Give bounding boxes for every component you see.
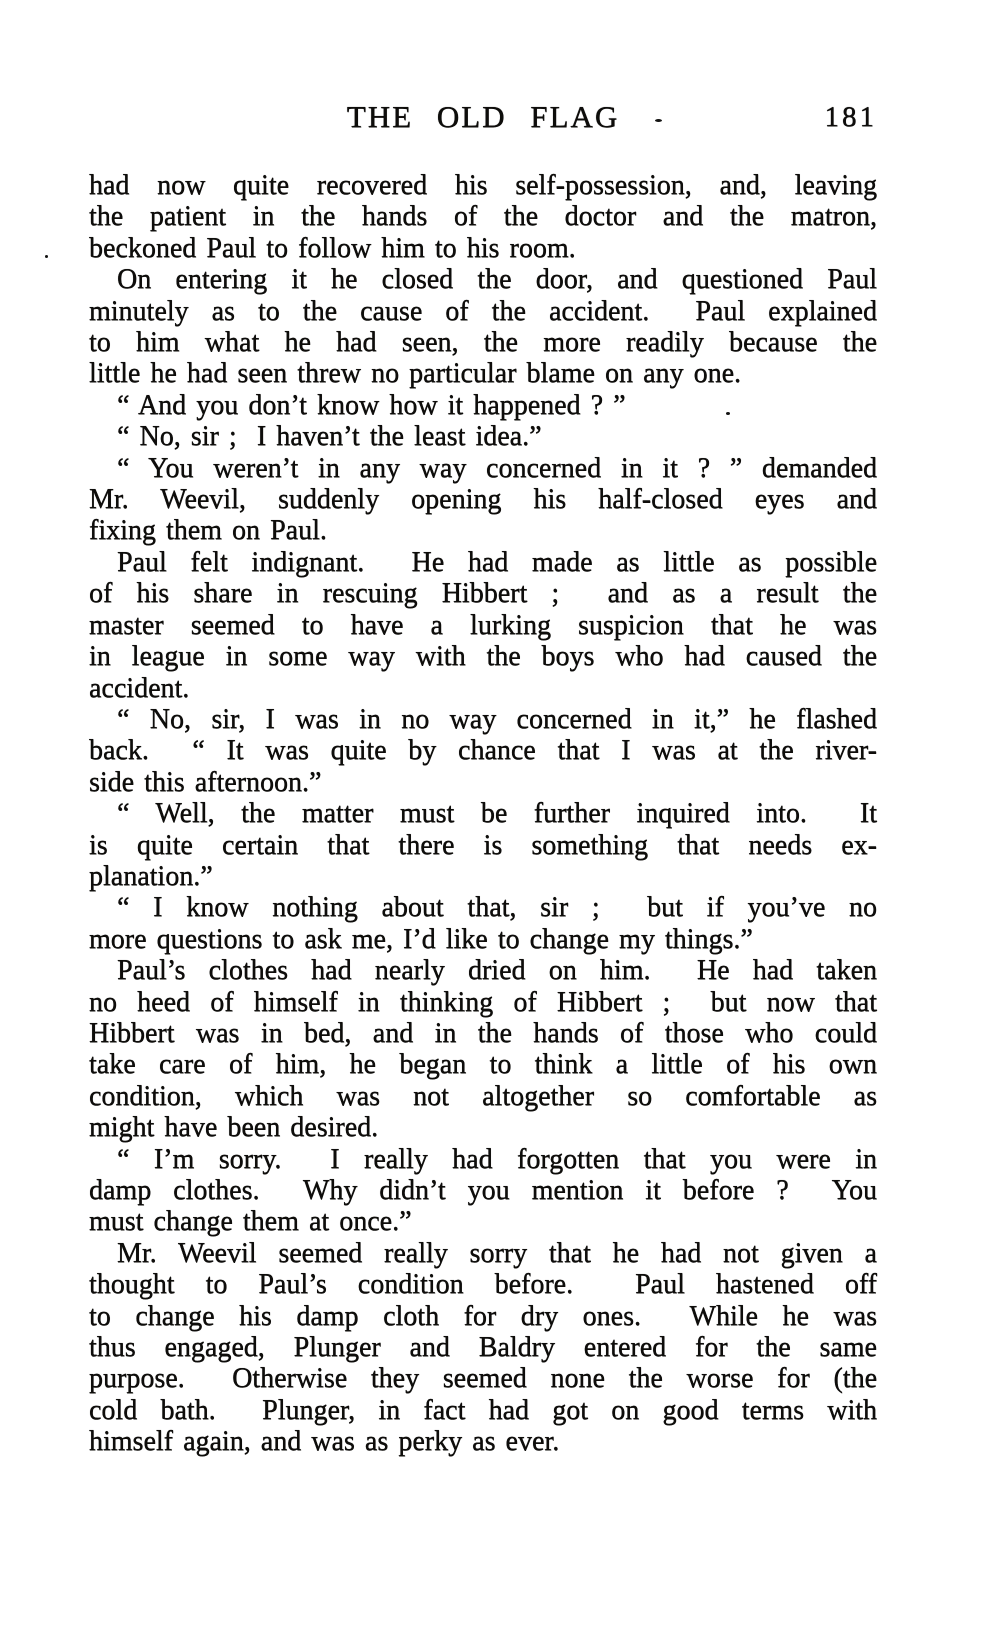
text-column [89,0,877,1639]
text-line: thus engaged, Plunger and Baldry entered for the same [89,1332,877,1364]
page-number: 181 [824,101,877,133]
paragraph [89,390,877,421]
text-line: cold bath. Plunger, in fact had got on good terms with [89,1394,877,1426]
text-line: fixing them on Paul. [89,515,327,547]
text-line: is quite certain that there is something that needs ex- [89,829,877,861]
text-line: “ No, sir ; I haven’t the least idea.” [117,421,542,453]
text-line: back. “ It was quite by chance that I was at the river- [89,735,877,767]
paragraph [89,170,877,264]
text-line: side this afternoon.” [89,766,322,798]
text-line: beckoned Paul to follow him to his room. [89,232,576,264]
text-line: “ Well, the matter must be further inquired into. It [117,798,877,830]
text-line: Paul’s clothes had nearly dried on him. He had taken [117,955,877,987]
text-line: himself again, and was as perky as ever. [89,1426,560,1458]
paragraph [89,798,877,892]
page-body [89,170,877,1458]
text-line: in league in some way with the boys who had caused the [89,641,877,673]
paragraph [89,955,877,1143]
text-line: more questions to ask me, I’d like to change my things.” [89,923,753,955]
paragraph [89,1144,877,1238]
paragraph [89,453,877,547]
text-line: Mr. Weevil, suddenly opening his half-closed eyes and [89,484,877,516]
text-line: must change them at once.” [89,1206,412,1238]
text-line: the patient in the hands of the doctor and the matron, [89,201,877,233]
text-line: Mr. Weevil seemed really sorry that he had not given a [117,1237,877,1269]
ink-speck [45,255,48,258]
paragraph [89,1238,877,1458]
text-line: accident. [89,672,190,704]
text-line: planation.” [89,860,213,892]
text-line: damp clothes. Why didn’t you mention it before ? You [89,1175,877,1206]
text-line: no heed of himself in thinking of Hibbert ; but now that [89,986,877,1018]
text-line: purpose. Otherwise they seemed none the worse for (the [89,1363,877,1395]
text-line: “ No, sir, I was in no way concerned in it,” he flashed [117,703,877,735]
text-line: “ You weren’t in any way concerned in it ? ” demanded [117,452,877,484]
text-line: of his share in rescuing Hibbert ; and as a result the [89,578,877,610]
text-line: Hibbert was in bed, and in the hands of those who could [89,1017,877,1049]
text-line: to change his damp cloth for dry ones. While he was [89,1300,877,1332]
running-header [89,99,877,135]
text-line: might have been desired. [89,1112,379,1144]
text-line: “ I know nothing about that, sir ; but if you’ve no [117,892,877,924]
text-line: condition, which was not altogether so comfortable as [89,1080,877,1112]
text-line: to him what he had seen, the more readily because the [89,327,877,359]
text-line: “ I’m sorry. I really had forgotten that you were in [117,1143,877,1175]
paragraph [89,547,877,704]
text-line: “ And you don’t know how it happened ? ” [117,389,626,421]
paragraph [89,704,877,798]
text-line: On entering it he closed the door, and questioned Paul [117,264,877,296]
paragraph [89,421,877,452]
paragraph [89,264,877,390]
paragraph [89,892,877,955]
page-title: THE OLD FLAG [346,99,620,134]
text-line: thought to Paul’s condition before. Paul hastened off [89,1269,877,1301]
text-line: had now quite recovered his self-possession, and, leaving [89,170,877,201]
text-line: master seemed to have a lurking suspicion that he was [89,609,877,641]
text-line: little he had seen threw no particular blame on any one. [89,358,742,390]
text-line: minutely as to the cause of the accident. Paul explained [89,295,877,327]
text-line: Paul felt indignant. He had made as little as possible [117,546,877,578]
text-line: take care of him, he began to think a little of his own [89,1049,877,1081]
